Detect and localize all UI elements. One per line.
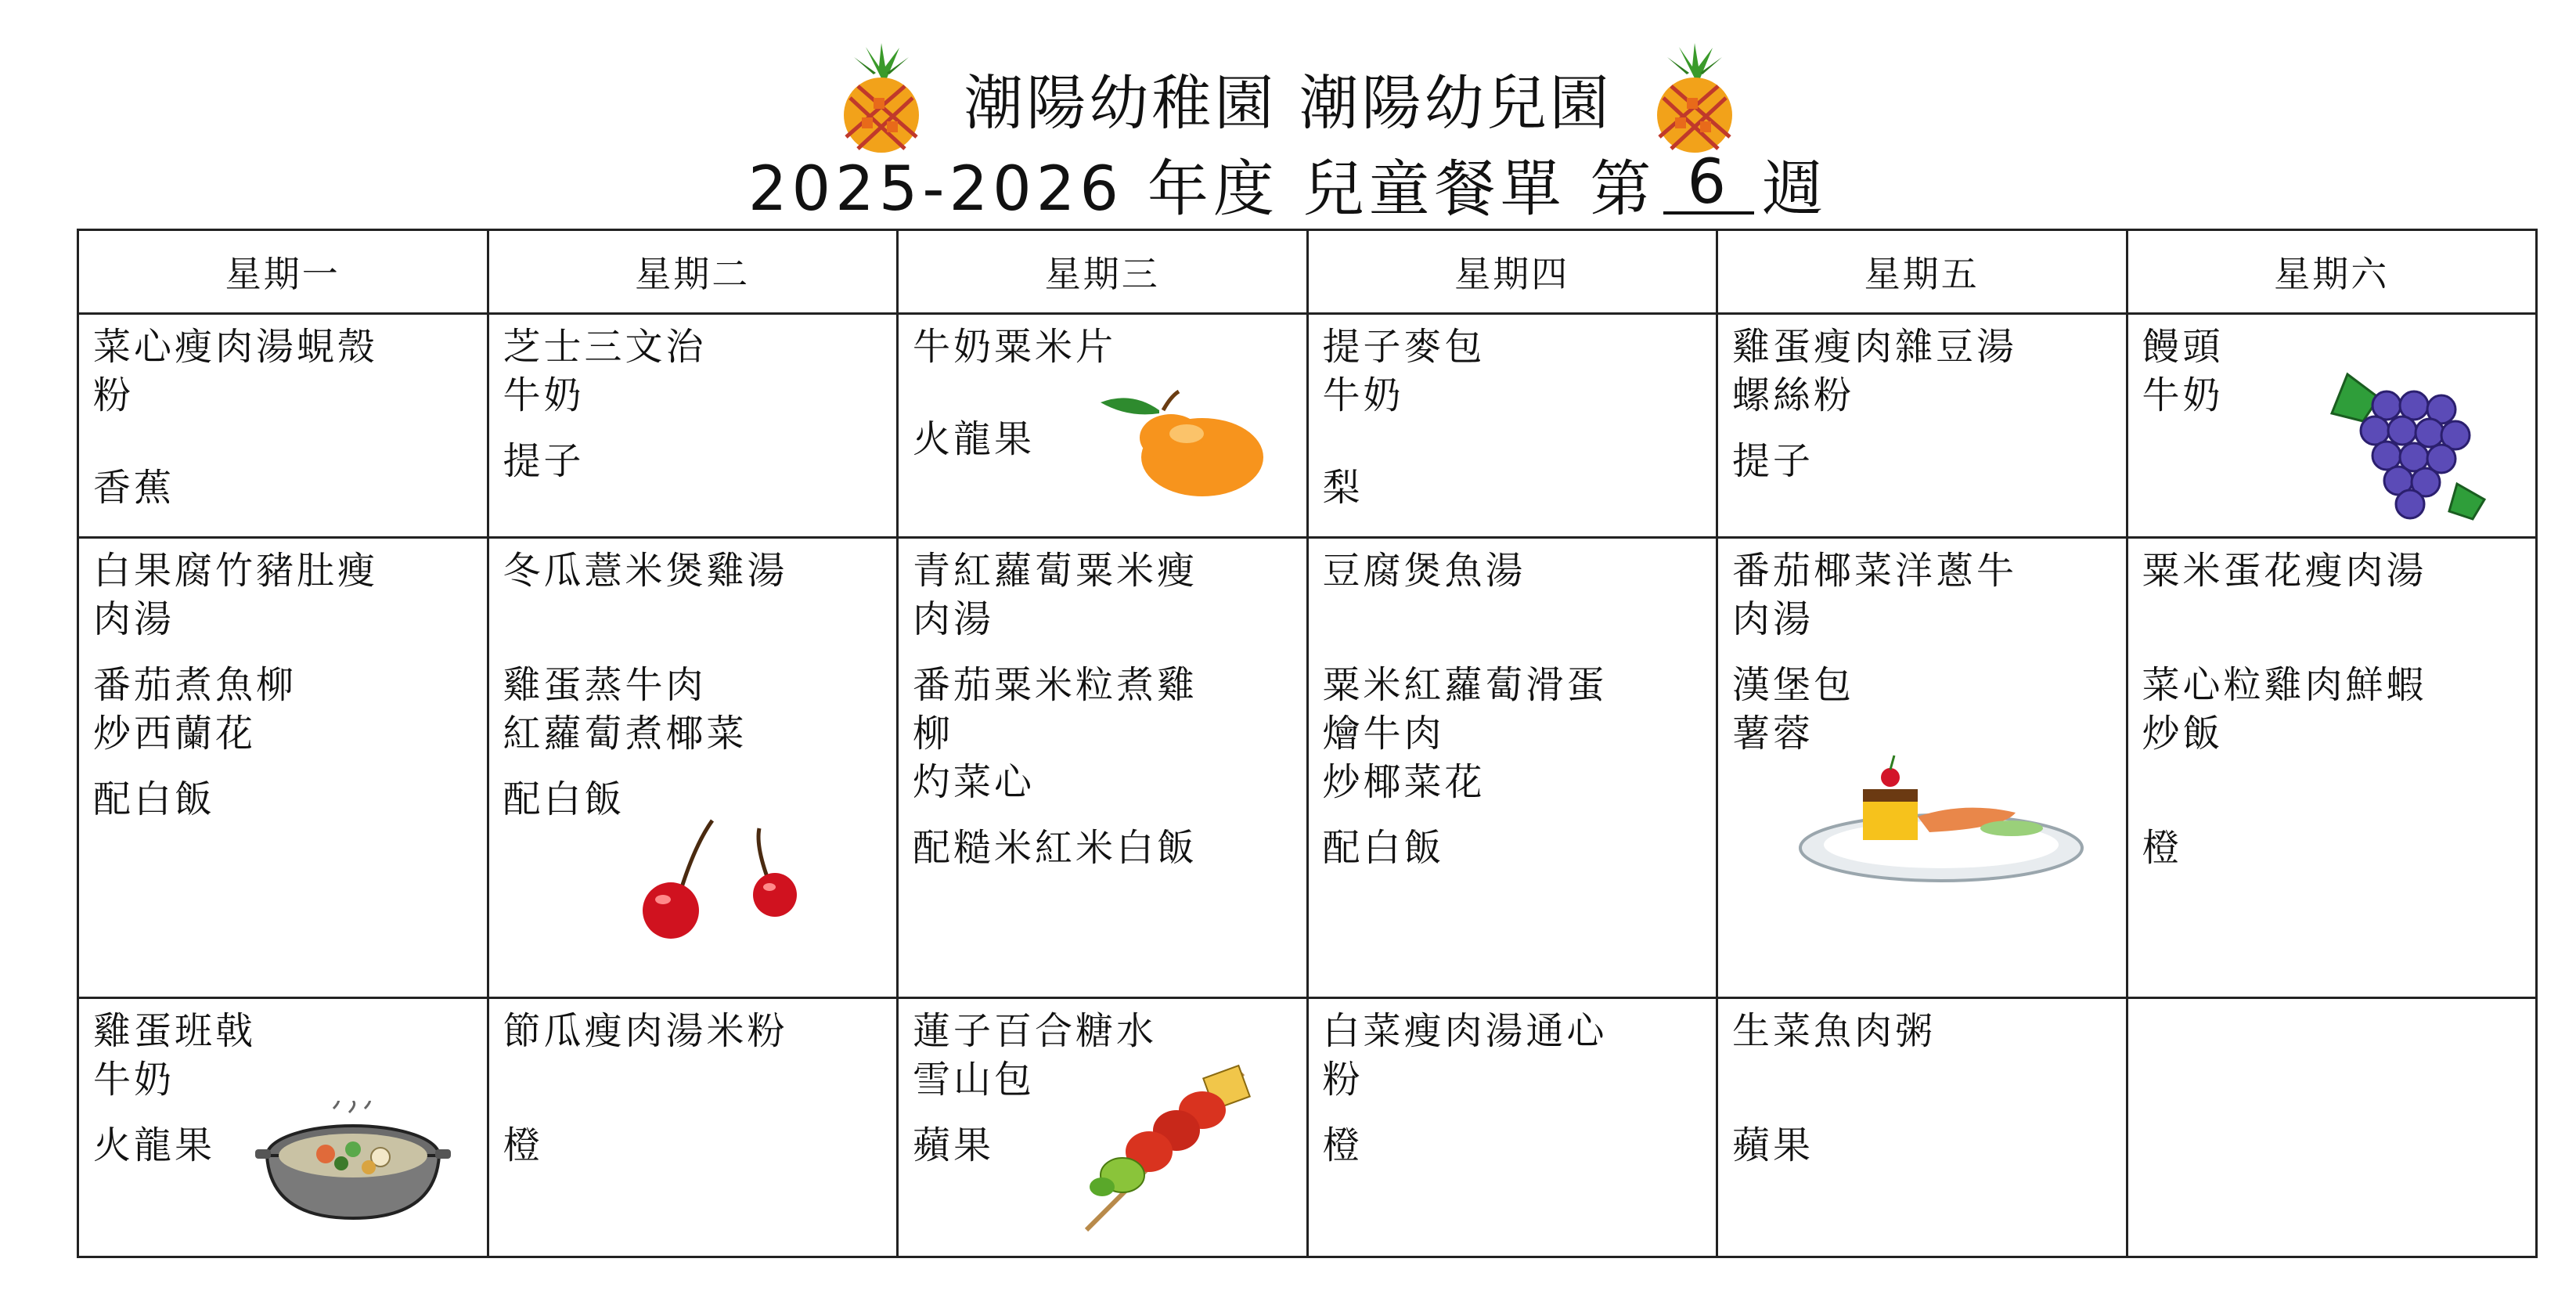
menu-item: 炒飯	[2142, 712, 2224, 756]
day-header-row	[78, 230, 2537, 314]
day-header-fri: 星期五	[1717, 230, 2127, 314]
menu-title	[0, 141, 2576, 227]
menu-item: 粟米紅蘿蔔滑蛋	[1322, 663, 1608, 708]
menu-item: 肉湯	[93, 597, 175, 642]
menu-item: 牛奶	[1322, 373, 1404, 417]
menu-item: 菜心粒雞肉鮮蝦	[2142, 663, 2427, 708]
menu-item: 雞蛋蒸牛肉	[503, 663, 707, 708]
menu-cell	[899, 539, 1306, 996]
menu-item: 蘋果	[913, 1123, 995, 1167]
menu-cell	[1309, 315, 1717, 536]
menu-item: 橙	[503, 1123, 544, 1167]
menu-item: 火龍果	[913, 417, 1036, 461]
menu-item: 雞蛋班戟	[93, 1008, 257, 1053]
cake-plate-icon	[1792, 754, 2090, 887]
menu-cell	[489, 315, 897, 536]
title-suffix: 週	[1762, 154, 1828, 225]
menu-cell	[79, 315, 487, 536]
menu-item: 配白飯	[503, 777, 625, 822]
menu-item: 白菜瘦肉湯通心	[1322, 1008, 1608, 1053]
menu-cell	[2128, 539, 2536, 996]
menu-cell-empty	[2128, 999, 2536, 1256]
hotpot-icon	[255, 1101, 451, 1226]
menu-cell	[1718, 999, 2126, 1256]
menu-item: 灼菜心	[913, 760, 1036, 805]
menu-item: 提子	[503, 439, 585, 483]
menu-cell	[489, 999, 897, 1256]
menu-item: 粉	[1322, 1057, 1364, 1102]
pineapple-icon	[830, 43, 932, 153]
menu-item: 螺絲粉	[1732, 373, 1855, 417]
day-header-sat: 星期六	[2127, 230, 2537, 314]
menu-cell	[79, 999, 487, 1256]
skewer-icon	[1071, 1062, 1266, 1242]
menu-item: 炒西蘭花	[93, 712, 257, 756]
menu-cell	[1718, 315, 2126, 536]
day-header-thu: 星期四	[1307, 230, 1717, 314]
school-header	[0, 55, 2576, 141]
day-header-wed: 星期三	[898, 230, 1308, 314]
menu-item: 牛奶	[503, 373, 585, 417]
menu-item: 配糙米紅米白飯	[913, 826, 1198, 871]
menu-cell	[1718, 539, 2126, 996]
menu-item: 豆腐煲魚湯	[1322, 549, 1526, 593]
orange-fruit-icon	[1085, 387, 1265, 496]
menu-row-snack	[78, 997, 2537, 1257]
menu-item: 雞蛋瘦肉雜豆湯	[1732, 325, 2018, 369]
menu-cell	[899, 999, 1306, 1256]
menu-item: 柳	[913, 712, 954, 756]
menu-row-lunch	[78, 538, 2537, 997]
menu-cell	[1309, 999, 1717, 1256]
menu-item: 牛奶	[93, 1057, 175, 1102]
menu-item: 蓮子百合糖水	[913, 1008, 1158, 1053]
day-header-tue: 星期二	[488, 230, 898, 314]
menu-cell	[2128, 315, 2536, 536]
menu-item: 配白飯	[1322, 826, 1445, 871]
menu-item: 配白飯	[93, 777, 216, 822]
pineapple-icon	[1644, 43, 1746, 153]
menu-item: 饅頭	[2142, 325, 2224, 369]
menu-item: 菜心瘦肉湯蜆殼	[93, 325, 379, 369]
menu-item: 芝士三文治	[503, 325, 707, 369]
cherries-icon	[622, 817, 826, 942]
menu-item: 香蕉	[93, 466, 175, 510]
school-names: 潮陽幼稚園 潮陽幼兒園	[964, 67, 1612, 138]
menu-cell	[79, 539, 487, 996]
menu-table	[77, 229, 2538, 1258]
menu-item: 橙	[1322, 1123, 1364, 1167]
menu-item: 提子	[1732, 439, 1814, 483]
menu-item: 番茄椰菜洋蔥牛	[1732, 549, 2018, 593]
title-prefix: 2025-2026 年度 兒童餐單 第	[748, 154, 1656, 225]
grapes-icon	[2316, 366, 2496, 523]
menu-item: 番茄粟米粒煮雞	[913, 663, 1198, 708]
day-header-mon: 星期一	[78, 230, 488, 314]
menu-row-breakfast	[78, 314, 2537, 538]
menu-item: 肉湯	[913, 597, 995, 642]
menu-item: 番茄煮魚柳	[93, 663, 297, 708]
menu-item: 粟米蛋花瘦肉湯	[2142, 549, 2427, 593]
menu-item: 節瓜瘦肉湯米粉	[503, 1008, 788, 1053]
menu-item: 燴牛肉	[1322, 712, 1445, 756]
menu-item: 粉	[93, 373, 135, 417]
menu-cell	[1309, 539, 1717, 996]
week-number: 6	[1663, 153, 1754, 215]
menu-item: 薯蓉	[1732, 712, 1814, 756]
menu-item: 牛奶	[2142, 373, 2224, 417]
menu-item: 蘋果	[1732, 1123, 1814, 1167]
menu-item: 提子麥包	[1322, 325, 1486, 369]
menu-cell	[489, 539, 897, 996]
menu-item: 火龍果	[93, 1123, 216, 1167]
menu-item: 肉湯	[1732, 597, 1814, 642]
menu-cell	[899, 315, 1306, 536]
menu-item: 梨	[1322, 466, 1364, 510]
menu-item: 生菜魚肉粥	[1732, 1008, 1937, 1053]
menu-item: 漢堡包	[1732, 663, 1855, 708]
menu-item: 紅蘿蔔煮椰菜	[503, 712, 748, 756]
menu-item: 冬瓜薏米煲雞湯	[503, 549, 788, 593]
menu-item: 炒椰菜花	[1322, 760, 1486, 805]
menu-item: 牛奶粟米片	[913, 325, 1117, 369]
menu-item: 白果腐竹豬肚瘦	[93, 549, 379, 593]
menu-item: 青紅蘿蔔粟米瘦	[913, 549, 1198, 593]
menu-item: 雪山包	[913, 1057, 1036, 1102]
menu-item: 橙	[2142, 826, 2183, 871]
